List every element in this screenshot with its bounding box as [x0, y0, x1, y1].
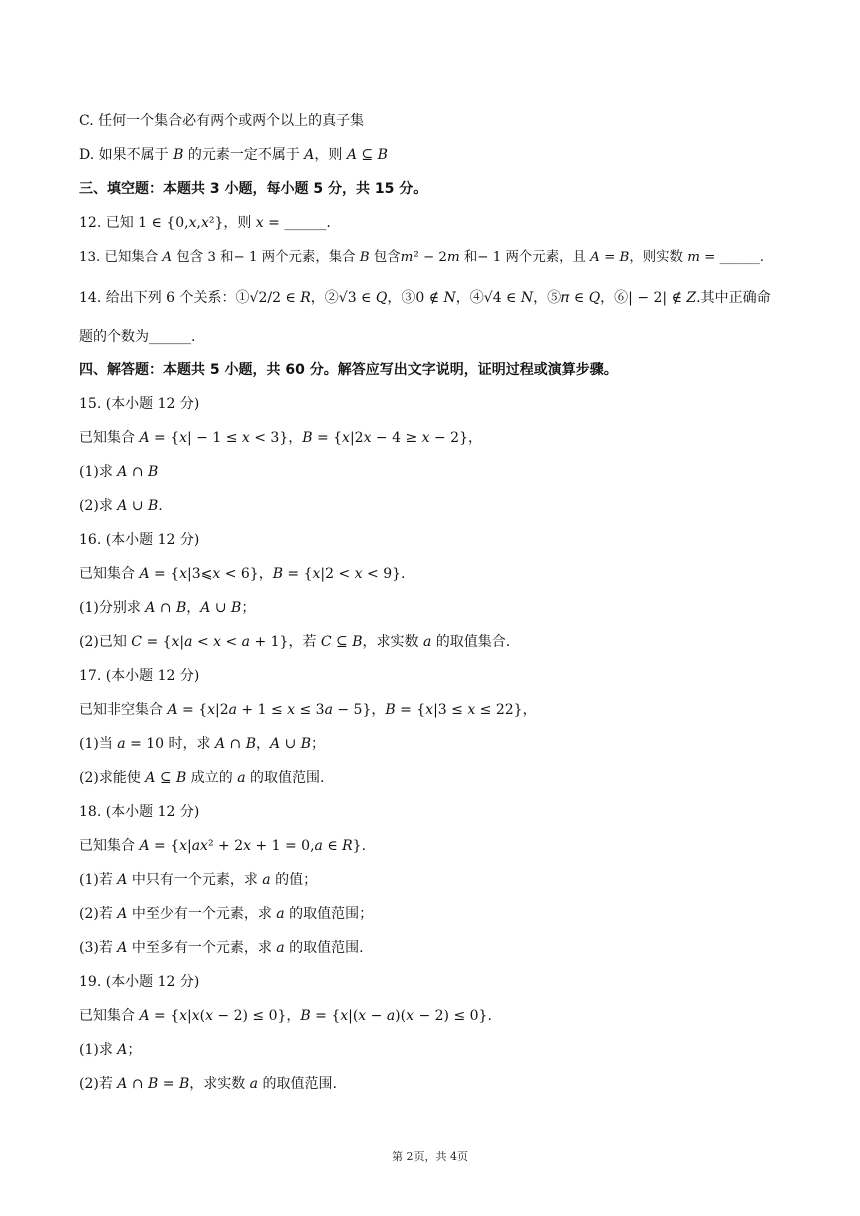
question-14: 14. 给出下列 6 个关系：①√2/2 ∈ 𝑅，②√3 ∈ 𝑄，③0 ∉ 𝑁，④√4 ∈ 𝑁，⑤𝜋 ∈ 𝑄，⑥| − 2| ∉ 𝑍.其中正确命	[79, 290, 771, 306]
section-heading-answer: 四、解答题：本题共 5 小题，共 60 分。解答应写出文字说明，证明过程或演算步骤。	[79, 362, 618, 378]
question-16-stem: 已知集合 𝐴 = {𝑥|3⩽𝑥 < 6}，𝐵 = {𝑥|2 < 𝑥 < 9}.	[79, 566, 406, 582]
question-17-part-1: (1)当 𝑎 = 10 时，求 𝐴 ∩ 𝐵，𝐴 ∪ 𝐵；	[79, 736, 326, 752]
option-c: C. 任何一个集合必有两个或两个以上的真子集	[79, 113, 365, 129]
section-heading-fill-in: 三、填空题：本题共 3 小题，每小题 5 分，共 15 分。	[79, 181, 428, 197]
question-17-header: 17. (本小题 12 分)	[79, 668, 200, 684]
question-15-header: 15. (本小题 12 分)	[79, 396, 200, 412]
question-18-part-3: (3)若 𝐴 中至多有一个元素，求 𝑎 的取值范围.	[79, 940, 364, 956]
question-18-stem: 已知集合 𝐴 = {𝑥|𝑎𝑥² + 2𝑥 + 1 = 0,𝑎 ∈ 𝑅}.	[79, 838, 367, 854]
question-12: 12. 已知 1 ∈ {0,𝑥,𝑥²}，则 𝑥 = ______.	[79, 215, 331, 231]
question-15-stem: 已知集合 𝐴 = {𝑥| − 1 ≤ 𝑥 < 3}，𝐵 = {𝑥|2𝑥 − 4 ≥ 𝑥 − 2}，	[79, 430, 482, 446]
question-19-stem: 已知集合 𝐴 = {𝑥|𝑥(𝑥 − 2) ≤ 0}，𝐵 = {𝑥|(𝑥 − 𝑎)(𝑥 − 2) ≤ 0}.	[79, 1008, 492, 1024]
question-16-part-2: (2)已知 𝐶 = {𝑥|𝑎 < 𝑥 < 𝑎 + 1}，若 𝐶 ⊆ 𝐵，求实数 𝑎 的取值集合.	[79, 634, 511, 650]
question-15-part-1: (1)求 𝐴 ∩ 𝐵	[79, 464, 159, 480]
question-16-header: 16. (本小题 12 分)	[79, 532, 200, 548]
question-18-part-1: (1)若 𝐴 中只有一个元素，求 𝑎 的值；	[79, 872, 318, 888]
question-19-part-2: (2)若 𝐴 ∩ 𝐵 = 𝐵，求实数 𝑎 的取值范围.	[79, 1076, 337, 1092]
question-13: 13. 已知集合 𝐴 包含 3 和− 1 两个元素，集合 𝐵 包含𝑚² − 2𝑚 和− 1 两个元素，且 𝐴 = 𝐵，则实数 𝑚 = ______.	[79, 250, 765, 265]
question-16-part-1: (1)分别求 𝐴 ∩ 𝐵，𝐴 ∪ 𝐵；	[79, 600, 256, 616]
question-15-part-2: (2)求 𝐴 ∪ 𝐵.	[79, 498, 163, 514]
option-d: D. 如果不属于 𝐵 的元素一定不属于 𝐴，则 𝐴 ⊆ 𝐵	[79, 147, 388, 163]
page-footer: 第 2页，共 4页	[392, 1150, 468, 1163]
question-17-stem: 已知非空集合 𝐴 = {𝑥|2𝑎 + 1 ≤ 𝑥 ≤ 3𝑎 − 5}，𝐵 = {𝑥|3 ≤ 𝑥 ≤ 22}，	[79, 702, 537, 718]
question-19-part-1: (1)求 𝐴；	[79, 1042, 142, 1058]
question-19-header: 19. (本小题 12 分)	[79, 974, 200, 990]
question-18-part-2: (2)若 𝐴 中至少有一个元素，求 𝑎 的取值范围；	[79, 906, 374, 922]
question-14-continued: 题的个数为______.	[79, 329, 196, 345]
question-18-header: 18. (本小题 12 分)	[79, 804, 200, 820]
question-17-part-2: (2)求能使 𝐴 ⊆ 𝐵 成立的 𝑎 的取值范围.	[79, 770, 325, 786]
